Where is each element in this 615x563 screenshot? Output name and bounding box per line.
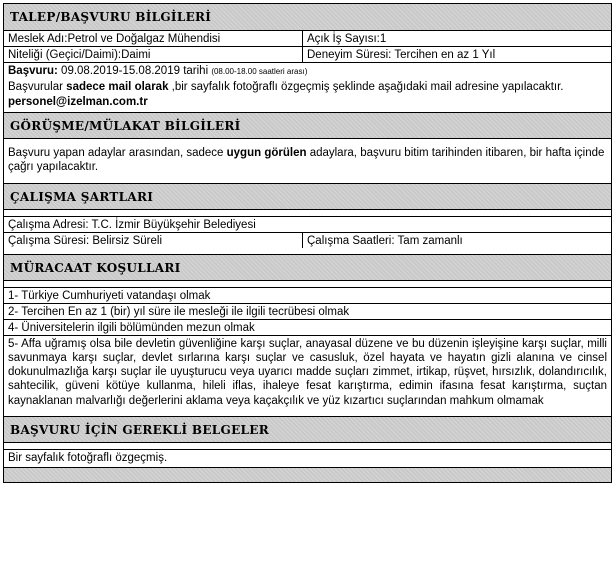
basvuru-line	[8, 64, 607, 80]
muracaat-item-2: 2- Tercihen En az 1 (bir) yıl süre ile mesleği ile ilgili tecrübesi olmak	[4, 304, 611, 320]
muracaat-item-4: 4- Üniversitelerin ilgili bölümünden mezun olmak	[4, 320, 611, 336]
section-header-talep: TALEP/BAŞVURU BİLGİLERİ	[4, 4, 611, 31]
calisma-adresi: Çalışma Adresi: T.C. İzmir Büyükşehir Belediyesi	[8, 218, 256, 231]
basvuru-hours: (08.00-18.00 saatleri arası)	[211, 67, 308, 76]
muracaat-item-5: 5- Affa uğramış olsa bile devletin güvenliğine karşı suçlar, anayasal düzene ve bu düzenin işleyişine karşı suçlar, milli savunmaya karşı suçlar, devlet sırlarına karşı suçlar ve casusluk, özel hayata ve hayatın gizli alanına ve cinsel dokunulmazlığa karşı suçlar ile uyuşturucu veya uyarıcı madde suçları zimmet, irtikap, rüşvet, hırsızlık, dolandırıcılık, sahtecilik, güveni kötüye kullanma, hileli iflas, ihaleye fesat karıştırma, edimin ifasına fesat karıştırma, suçtan kaynaklanan malvarlığı değerlerini aklama veya kaçakçılık ve yüz kızartıcı suçlarından mahkum olmamak	[8, 337, 607, 407]
section-header-gorusme: GÖRÜŞME/MÜLAKAT BİLGİLERİ	[4, 112, 611, 139]
niteligi: Niteliği (Geçici/Daimi):Daimi	[4, 47, 303, 62]
uygun-gorulen-emphasis: uygun görülen	[226, 146, 307, 159]
calisma-saatleri: Çalışma Saatleri: Tam zamanlı	[307, 234, 463, 247]
contact-email[interactable]: personel@izelman.com.tr	[8, 96, 148, 108]
basvuru-dates: 09.08.2019-15.08.2019 tarihi	[57, 65, 212, 77]
bottom-band	[4, 467, 611, 482]
calisma-suresi: Çalışma Süresi: Belirsiz Süreli	[4, 233, 303, 248]
deneyim-suresi: Deneyim Süresi: Tercihen en az 1 Yıl	[307, 49, 496, 61]
basvuru-block	[4, 63, 611, 112]
talep-row-2	[4, 47, 611, 63]
muracaat-item-1: 1- Türkiye Cumhuriyeti vatandaşı olmak	[4, 288, 611, 304]
job-posting-form	[3, 3, 612, 483]
mail-only-emphasis: sadece mail olarak	[66, 80, 169, 93]
meslek-adi: Meslek Adı:Petrol ve Doğalgaz Mühendisi	[4, 31, 303, 46]
basvuru-instructions: Başvurular sadece mail olarak ,bir sayfalık fotoğraflı özgeçmiş şeklinde aşağıdaki mail adresine yapılacaktır.	[8, 80, 564, 93]
gorusme-text: Başvuru yapan adaylar arasından, sadece uygun görülen adaylara, başvuru bitim tarihinden itibaren, bir hafta içinde çağrı yapılacaktır.	[8, 146, 605, 173]
belgeler-text: Bir sayfalık fotoğraflı özgeçmiş.	[8, 451, 168, 464]
section-header-belgeler: BAŞVURU İÇİN GEREKLİ BELGELER	[4, 416, 611, 443]
basvuru-label: Başvuru:	[8, 65, 58, 77]
section-header-calisma: ÇALIŞMA ŞARTLARI	[4, 183, 611, 210]
calisma-row-1	[4, 217, 611, 233]
talep-row-1	[4, 31, 611, 47]
section-header-muracaat: MÜRACAAT KOŞULLARI	[4, 254, 611, 281]
calisma-row-2	[4, 233, 611, 248]
acik-is-sayisi: Açık İş Sayısı:1	[307, 33, 387, 45]
